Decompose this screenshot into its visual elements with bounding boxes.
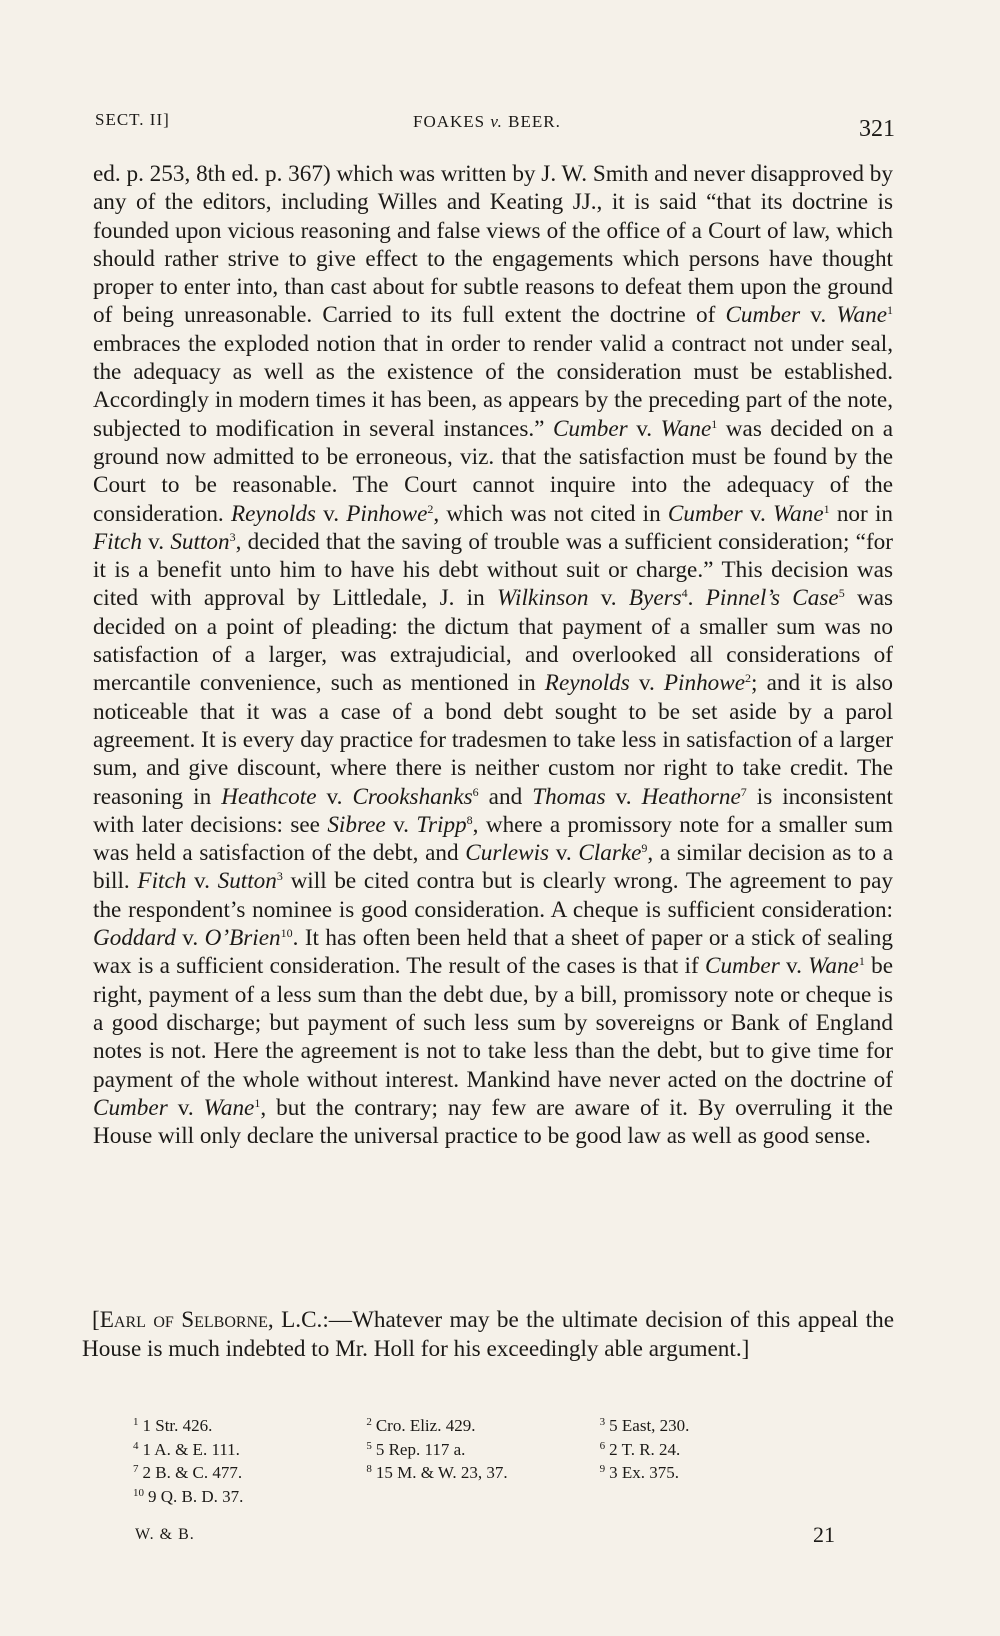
case-title-right: BEER. xyxy=(508,112,561,131)
argument-text xyxy=(93,160,893,1150)
footnote-text: 15 M. & W. 23, 37. xyxy=(375,1463,508,1482)
footnote-text: 2 B. & C. 477. xyxy=(142,1463,243,1482)
bench-remark: [Earl of Selborne, L.C.:—Whatever may be the ultimate decision of this appeal the House is much indebted to Mr. Holl for his exceedingly able argument.] xyxy=(82,1307,894,1362)
footnote-row xyxy=(133,1414,833,1438)
page-number: 321 xyxy=(859,116,895,142)
footnote-row xyxy=(133,1438,833,1462)
footnote xyxy=(366,1438,599,1462)
footnote xyxy=(133,1461,366,1485)
page-footer xyxy=(135,1522,835,1562)
argument-paragraph: ed. p. 253, 8th ed. p. 367) which was written by J. W. Smith and never disapproved by any of the editors, including Willes and Keating JJ., it is said “that its doctrine is founded upon vicious reasoning and false views of the office of a Court of law, which should rather strive to give effect to the engagements which persons have thought proper to enter into, than cast about for subtle reasons to defeat them upon the ground of being unreasonable. Carried to its full extent the doctrine of Cumber v. Wane$^1$ embraces the exploded notion that in order to render valid a contract not under seal, the adequacy as well as the existence of the consideration must be established. Accordingly in modern times it has been, as appears by the preceding part of the note, subjected to modification in several instances.” Cumber v. Wane$^1$ was decided on a ground now admitted to be erroneous, viz. that the satisfaction must be found by the Court to be reasonable. The Court cannot inquire into the adequacy of the consideration. Reynolds v. Pinhowe$^2$, which was not cited in Cumber v. Wane$^1$ nor in Fitch v. Sutton$^3$, decided that the saving of trouble was a sufficient consideration; “for it is a benefit unto him to have his debt without suit or charge.” This decision was cited with approval by Littledale, J. in Wilkinson v. Byers$^4$. Pinnel’s Case$^5$ was decided on a point of pleading: the dictum that payment of a smaller sum was no satisfaction of a larger, was extrajudicial, and overlooked all considerations of mercantile convenience, such as mentioned in Reynolds v. Pinhowe$^2$; and it is also noticeable that it was a case of a bond debt sought to be set aside by a parol agreement. It is every day practice for tradesmen to take less in satisfaction of a larger sum, and give discount, where there is neither custom nor right to take credit. The reasoning in Heathcote v. Crookshanks$^6$ and Thomas v. Heathorne$^7$ is inconsistent with later decisions: see Sibree v. Tripp$^8$, where a promissory note for a smaller sum was held a satisfaction of the debt, and Curlewis v. Clarke$^9$, a similar decision as to a bill. Fitch v. Sutton$^3$ will be cited contra but is clearly wrong. The agreement to pay the respondent’s nominee is good consideration. A cheque is sufficient consideration: Goddard v. O’Brien$^{10}$. It has often been held that a sheet of paper or a stick of sealing wax is a sufficient consideration. The result of the cases is that if Cumber v. Wane$^1$ be right, payment of a less sum than the debt due, by a bill, promissory note or cheque is a good discharge; but payment of such less sum by sovereigns or Bank of England notes is not. Here the agreement is not to take less than the debt, but to give time for payment of the whole without interest. Mankind have never acted on the doctrine of Cumber v. Wane$^1$, but the contrary; nay few are aware of it. By overruling it the House will only declare the universal practice to be good law as well as good sense. xyxy=(93,161,894,1150)
section-label: SECT. II] xyxy=(95,110,170,129)
footnote xyxy=(600,1414,833,1438)
footnote-text: 1 A. & E. 111. xyxy=(142,1439,240,1459)
footnote xyxy=(366,1414,599,1438)
footnote-text: 2 T. R. 24. xyxy=(609,1439,681,1459)
footnote xyxy=(133,1414,366,1438)
footnote-marker: 7 xyxy=(133,1463,139,1475)
footnote-text: 9 Q. B. D. 37. xyxy=(148,1486,244,1506)
footnote-marker: 4 xyxy=(133,1439,139,1452)
footnote-text: Cro. Eliz. 429. xyxy=(375,1416,476,1435)
footnote-marker: 6 xyxy=(599,1439,606,1452)
footnote-marker: 1 xyxy=(133,1416,139,1428)
footnote-marker: 8 xyxy=(366,1463,372,1475)
running-header xyxy=(95,104,895,144)
footnote xyxy=(600,1461,833,1485)
case-title-versus: v. xyxy=(490,112,503,131)
sheet-number: 21 xyxy=(813,1522,835,1547)
footnote xyxy=(366,1461,599,1485)
footnotes xyxy=(133,1414,833,1508)
footnote-marker: 2 xyxy=(366,1416,372,1428)
footnote-marker: 9 xyxy=(599,1463,606,1475)
footnote-text: 1 Str. 426. xyxy=(142,1416,213,1435)
footnote-marker: 3 xyxy=(599,1416,606,1428)
case-title xyxy=(413,112,561,132)
printer-signature: W. & B. xyxy=(135,1526,195,1543)
footnote xyxy=(133,1438,366,1462)
footnote xyxy=(133,1485,383,1509)
footnote-text: 3 Ex. 375. xyxy=(609,1463,680,1482)
footnote xyxy=(600,1438,833,1462)
footnote-marker: 5 xyxy=(366,1439,372,1452)
footnote-row xyxy=(133,1485,833,1509)
footnote-marker: 10 xyxy=(133,1486,144,1499)
footnote-row xyxy=(133,1461,833,1485)
footnote-text: 5 Rep. 117 a. xyxy=(375,1439,466,1459)
case-title-left: FOAKES xyxy=(413,112,486,131)
footnote-text: 5 East, 230. xyxy=(609,1416,690,1435)
